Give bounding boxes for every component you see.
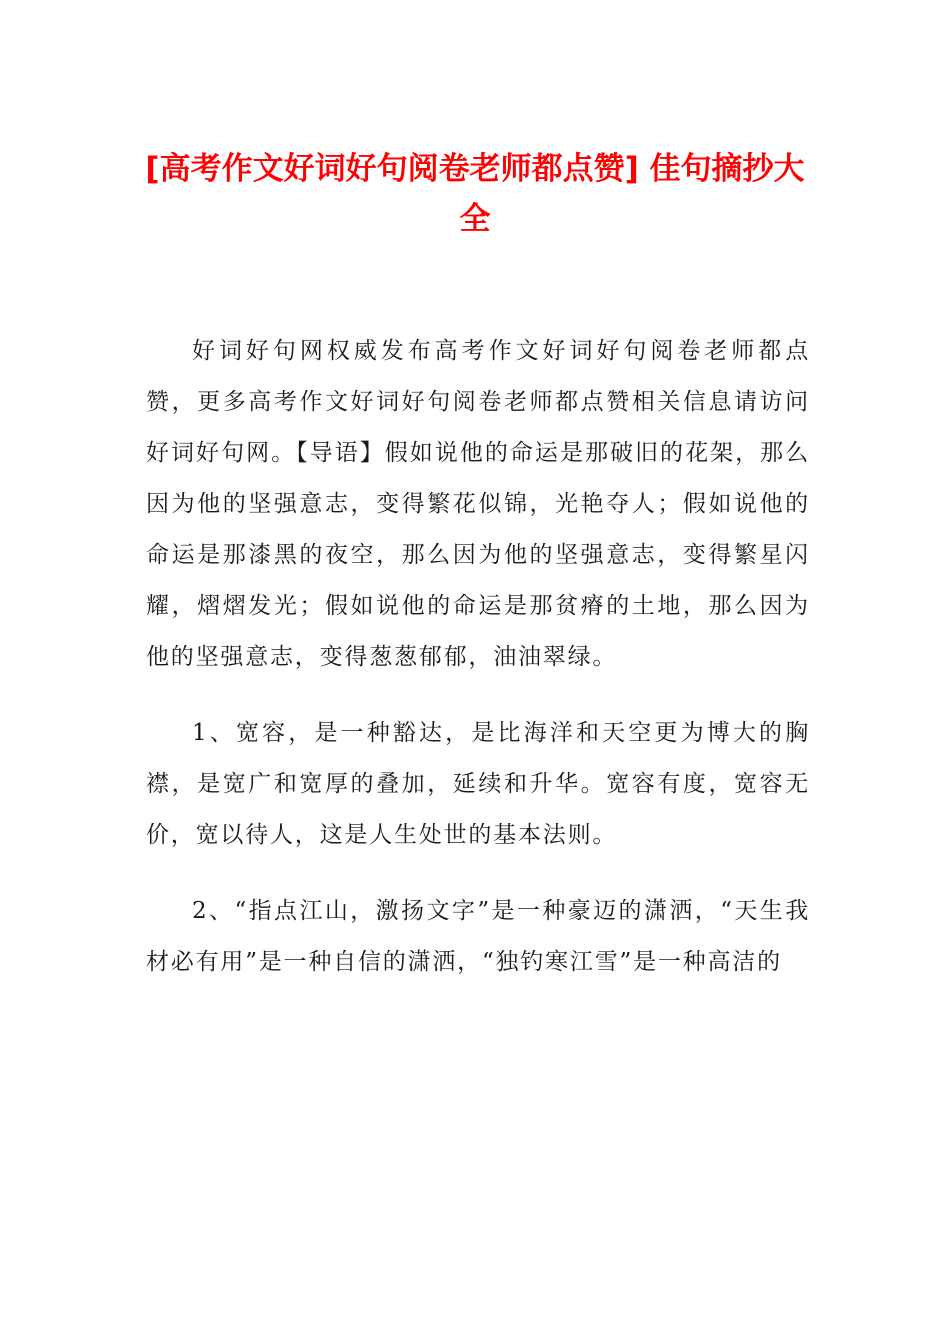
- document-body: [146, 326, 810, 1013]
- paragraph-2: 2、“指点江山，激扬文字”是一种豪迈的潇洒，“天生我材必有用”是一种自信的潇洒，“独钓寒江雪”是一种高洁的: [146, 898, 810, 975]
- paragraph-1: 1、宽容，是一种豁达，是比海洋和天空更为博大的胸襟，是宽广和宽厚的叠加，延续和升华。宽容有度，宽容无价，宽以待人，这是人生处世的基本法则。: [146, 720, 810, 848]
- paragraph-intro: 好词好句网权威发布高考作文好词好句阅卷老师都点赞，更多高考作文好词好句阅卷老师都点赞相关信息请访问好词好句网。【导语】假如说他的命运是那破旧的花架，那么因为他的坚强意志，变得繁花似锦，光艳夺人；假如说他的命运是那漆黑的夜空，那么因为他的坚强意志，变得繁星闪耀，熠熠发光；假如说他的命运是那贫瘠的土地，那么因为他的坚强意志，变得葱葱郁郁，油油翠绿。: [146, 338, 810, 670]
- document-title: [高考作文好词好句阅卷老师都点赞] 佳句摘抄大全: [145, 151, 805, 237]
